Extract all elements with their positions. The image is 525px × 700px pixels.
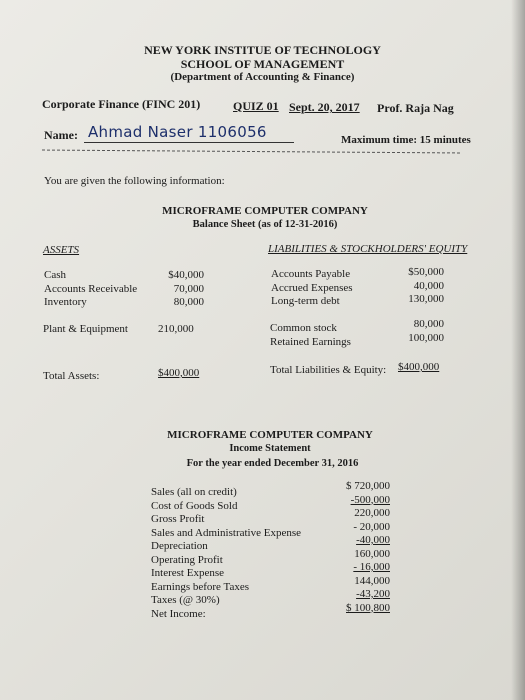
income-label-cogs: Cost of Goods Sold <box>151 499 238 512</box>
total-liabilities-value: $400,000 <box>398 361 440 373</box>
school-name: SCHOOL OF MANAGEMENT <box>180 57 345 71</box>
income-statement-period: For the year ended December 31, 2016 <box>186 458 359 469</box>
income-value-cogs: -500,000 <box>350 493 390 506</box>
income-label-operating-profit: Operating Profit <box>151 553 223 566</box>
balance-sheet-subtitle: Balance Sheet (as of 12-31-2016) <box>192 219 338 230</box>
total-assets-value: $400,000 <box>158 367 200 379</box>
income-value-taxes: -43,200 <box>356 588 390 600</box>
equity-values <box>394 318 444 345</box>
asset-value: $40,000 <box>168 269 204 281</box>
equity-label: Retained Earnings <box>270 335 351 348</box>
handwritten-name: Ahmad Naser 1106056 <box>88 123 267 141</box>
income-label-interest: Interest Expense <box>151 567 224 579</box>
income-label-sales: Sales (all on credit) <box>151 486 237 498</box>
income-statement-company: MICROFRAME COMPUTER COMPANY <box>167 429 373 441</box>
income-label-sga: Sales and Administrative Expense <box>151 526 301 539</box>
liability-label: Accounts Payable <box>271 268 351 280</box>
equity-label: Common stock <box>270 322 337 334</box>
income-value-net-income: $ 100,800 <box>346 601 390 614</box>
intro-text: You are given the following information: <box>44 175 225 187</box>
income-statement-title: Income Statement <box>229 443 311 454</box>
plant-equipment-value: 210,000 <box>158 323 194 335</box>
income-value-sales: $ 720,000 <box>346 480 390 492</box>
income-label-taxes: Taxes (@ 30%) <box>151 594 220 606</box>
equity-labels <box>270 322 351 349</box>
professor-name: Prof. Raja Nag <box>377 101 454 115</box>
liabilities-labels <box>271 268 353 309</box>
institute-name: NEW YORK INSTITUE OF TECHNOLOGY <box>144 43 381 57</box>
income-value-operating-profit: 160,000 <box>354 547 390 560</box>
separator-dashes <box>42 150 460 154</box>
assets-header: ASSETS <box>43 244 80 256</box>
equity-value: 100,000 <box>408 331 444 344</box>
asset-label: Cash <box>44 269 66 281</box>
income-label-net-income: Net Income: <box>151 607 206 620</box>
liabilities-values <box>394 266 444 307</box>
income-value-depreciation: -40,000 <box>356 534 390 546</box>
name-label: Name: <box>44 128 78 142</box>
equity-value: 80,000 <box>413 318 444 330</box>
income-labels <box>151 486 301 621</box>
plant-equipment-label: Plant & Equipment <box>43 323 128 335</box>
liability-value: 40,000 <box>413 279 444 292</box>
total-liabilities-label: Total Liabilities & Equity: <box>270 364 387 376</box>
max-time: Maximum time: 15 minutes <box>341 134 471 146</box>
income-value-interest: - 16,000 <box>353 561 390 573</box>
income-label-ebt: Earnings before Taxes <box>151 580 249 593</box>
name-underline <box>84 142 294 143</box>
department-name: (Department of Accounting & Finance) <box>170 71 355 83</box>
quiz-number: QUIZ 01 <box>233 99 279 113</box>
liability-label: Accrued Expenses <box>271 281 353 294</box>
asset-label: Inventory <box>44 296 87 308</box>
quiz-date: Sept. 20, 2017 <box>289 100 360 114</box>
course-title: Corporate Finance (FINC 201) <box>42 97 201 111</box>
current-assets-labels <box>44 269 137 310</box>
income-value-gross-profit: 220,000 <box>354 507 390 519</box>
liabilities-header: LIABILITIES & STOCKHOLDERS' EQUITY <box>268 243 468 255</box>
income-values <box>330 480 390 615</box>
income-value-ebt: 144,000 <box>354 574 390 587</box>
income-value-sga: - 20,000 <box>353 520 390 533</box>
asset-value: 70,000 <box>173 282 204 295</box>
total-assets-label: Total Assets: <box>43 370 100 382</box>
balance-sheet-company: MICROFRAME COMPUTER COMPANY <box>162 205 368 217</box>
asset-label: Accounts Receivable <box>44 282 138 295</box>
liability-label: Long-term debt <box>271 295 340 307</box>
liability-value: 130,000 <box>408 293 444 305</box>
asset-value: 80,000 <box>173 296 204 308</box>
current-assets-values <box>148 269 204 310</box>
liability-value: $50,000 <box>408 266 444 278</box>
income-label-depreciation: Depreciation <box>151 540 208 552</box>
income-label-gross-profit: Gross Profit <box>151 513 205 525</box>
